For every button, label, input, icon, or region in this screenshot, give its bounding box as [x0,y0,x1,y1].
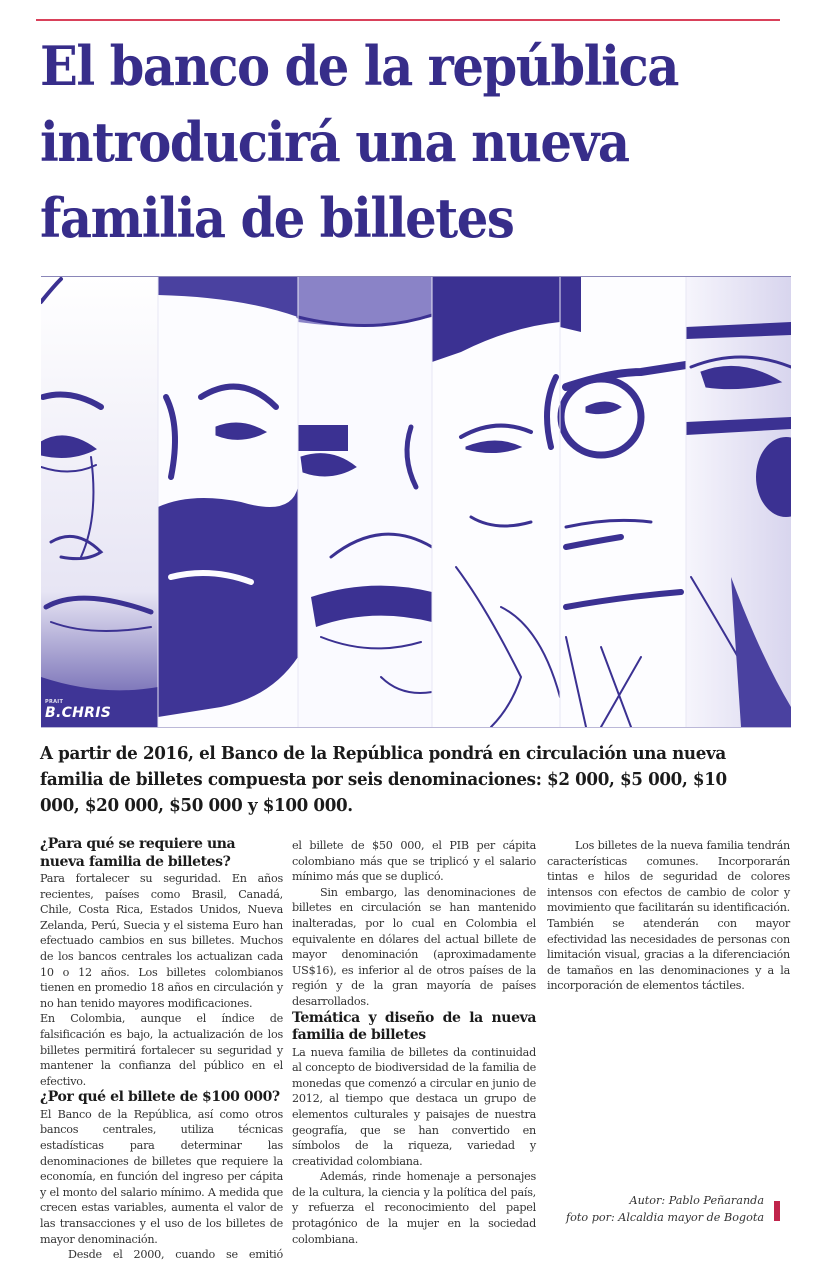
paragraph: Sin embargo, las denominaciones de billetes en circulación se han mantenido inalteradas, por lo cual en Colombia el equivalente en dólares del actual billete de mayor denominación (aproximadamente US$16), es inferior al de otros países de la región y de la gran mayoría de países desarrollados. [292,885,536,1008]
author-credit: Autor: Pablo Peñaranda [629,1194,764,1207]
section-heading: Temática y diseño de la nueva familia de billetes [292,1009,536,1044]
paragraph: Además, rinde homenaje a personajes de la cultura, la ciencia y la política del país, y refuerza el reconocimiento del papel protagónico de la mujer en la sociedad colombiana. [292,1170,536,1246]
article-lede: A partir de 2016, el Banco de la República pondrá en circulación una nueva familia de billetes compuesta por seis denominaciones: $2 000, $5 000, $10 000, $20 000, $50 000 y $100 000. [40,743,727,816]
article-column-2 [292,838,536,1247]
paragraph: En Colombia, aunque el índice de falsificación es bajo, la actualización de los billetes permitirá fortalecer su seguridad y mantener la confianza del público en el efectivo. [40,1012,283,1088]
paragraph: Los billetes de la nueva familia tendrán características comunes. Incorporarán tintas e hilos de seguridad de colores intensos con efectos de cambio de color y movimiento que facilitarán su identificación. También se atenderán con mayor efectividad las necesidades de personas con limitación visual, gracias a la diferenciación de tamaños en las denominaciones y a la incorporación de elementos táctiles. [547,839,790,993]
section-heading: ¿Para qué se requiere una nueva familia de billetes? [40,836,236,870]
faces-sketch-icon [41,277,791,727]
top-rule [36,19,780,21]
photo-credit: foto por: Alcaldia mayor de Bogota [566,1211,764,1224]
paragraph: El Banco de la República, así como otros bancos centrales, utiliza técnicas estadísticas para determinar las denominaciones de billetes que requiere la economía, en función del ingreso per cápita y el monto del salario mínimo. A medida que crecen estas variables, aumenta el valor de las transacciones y el uso de los billetes de mayor denominación. [40,1107,283,1246]
paragraph: La nueva familia de billetes da continuidad al concepto de biodiversidad de la familia de monedas que comenzó a circular en junio de 2012, al tiempo que destaca un grupo de elementos culturales y paisajes de nuestra geografía, que se han convertido en símbolos de la riqueza, variedad y creatividad colombiana. [292,1045,536,1168]
paragraph: Desde el 2000, cuando se emitió [68,1248,283,1262]
illustration-faces [41,276,791,728]
article-column-3 [547,838,790,994]
article-title: El banco de la república introducirá una nueva familia de billetes [40,34,679,250]
end-mark [774,1201,780,1221]
credits [566,1192,764,1226]
paragraph: el billete de $50 000, el PIB per cápita colombiano más que se triplicó y el salario mínimo más que se duplicó. [292,839,536,884]
article-column-1 [40,836,283,1263]
artist-signature: PRAIT B.CHRIS [45,699,112,721]
paragraph: Para fortalecer su seguridad. En años recientes, países como Brasil, Canadá, Chile, Costa Rica, Estados Unidos, Nueva Zelanda, Perú, Suecia y el sistema Euro han efectuado cambios en sus billetes. Muchos de los bancos centrales los actualizan cada 10 o 12 años. Los billetes colombianos tienen en promedio 18 años en circulación y no han tenido mayores modificaciones. [40,872,283,1010]
section-heading: ¿Por qué el billete de $100 000? [40,1089,280,1106]
